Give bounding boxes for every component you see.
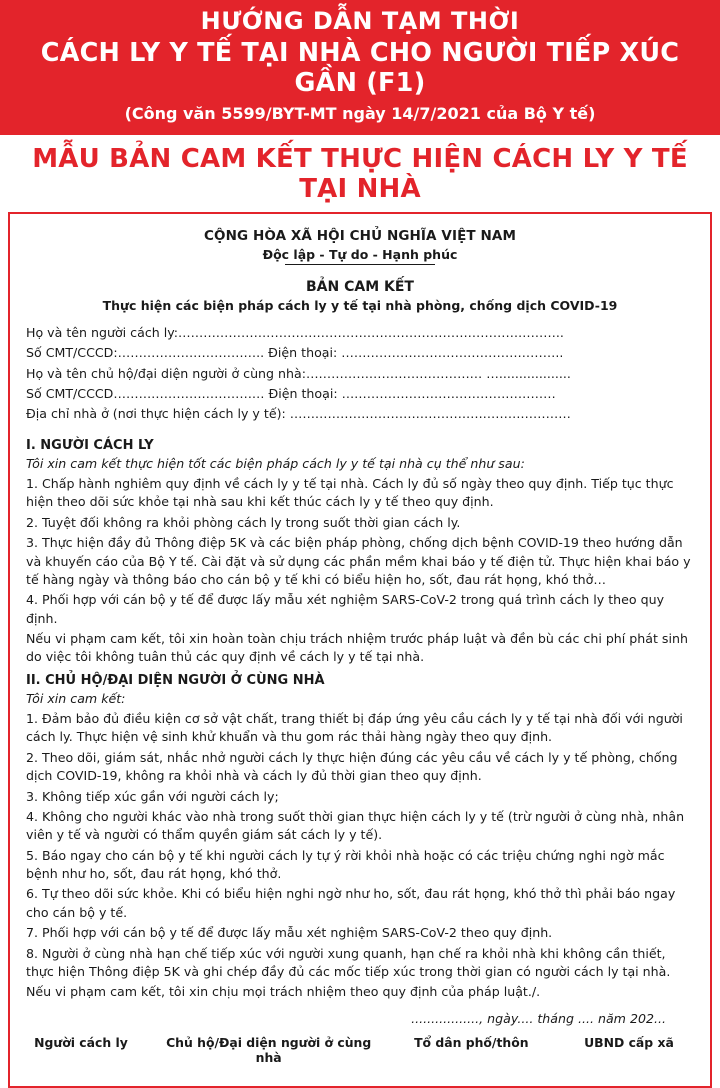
field-id-and-phone-isolated[interactable]: Số CMT/CCCD:…………………………….. Điện thoại: …………………………………………….. (26, 345, 564, 361)
national-heading: CỘNG HÒA XÃ HỘI CHỦ NGHĨA VIỆT NAM (204, 227, 516, 244)
section-1-item-3: 3. Thực hiện đầy đủ Thông điệp 5K và các biện pháp phòng, chống dịch bệnh COVID-19 theo hướng dẫn và khuyến cáo của Bộ Y tế. Cài đặt và sử dụng các phần mềm khai báo y tế điện tử. Thực hiện khai báo y tế hàng ngày và thông báo cho cán bộ y tế khi có biểu hiện ho, sốt, đau rát họng, khó thở… (26, 535, 691, 587)
document-title: MẪU BẢN CAM KẾT THỰC HIỆN CÁCH LY Y TẾ TẠI NHÀ (0, 135, 720, 212)
section-2-item-6: 6. Tự theo dõi sức khỏe. Khi có biểu hiện nghi ngờ như ho, sốt, đau rát họng, khó thở thì phải báo ngay cho cán bộ y tế. (26, 886, 676, 920)
section-2-item-4: 4. Không cho người khác vào nhà trong suốt thời gian thực hiện cách ly y tế (trừ người ở cùng nhà, nhân viên y tế và người có thẩm quyền giám sát cách ly y tế). (26, 808, 685, 843)
section-2-intro: Tôi xin cam kết: (26, 690, 126, 706)
signature-isolated-person[interactable]: Người cách ly (34, 1034, 128, 1050)
section-2-item-5: 5. Báo ngay cho cán bộ y tế khi người cách ly tự ý rời khỏi nhà hoặc có các triệu chứng nghi ngờ mắc bệnh như ho, sốt, đau rát họng, khó thở. (26, 847, 665, 882)
section-2-item-7: 7. Phối hợp với cán bộ y tế để được lấy mẫu xét nghiệm SARS-CoV-2 theo quy định. (26, 925, 553, 941)
commitment-subheading: Thực hiện các biện pháp cách ly y tế tại nhà phòng, chống dịch COVID-19 (102, 297, 618, 313)
header-subtitle-reference: (Công văn 5599/BYT-MT ngày 14/7/2021 của Bộ Y tế) (124, 103, 596, 123)
commitment-form-frame (8, 212, 712, 1088)
header-title-line2: CÁCH LY Y TẾ TẠI NHÀ CHO NGƯỜI TIẾP XÚC GẦN (F1) (40, 37, 680, 99)
field-householder-name[interactable]: Họ và tên chủ hộ/đại diện người ở cùng nhà:…………………………………… ….................. (26, 365, 571, 381)
header-title-line1: HƯỚNG DẪN TẠM THỜI (200, 7, 520, 35)
national-motto: Độc lập - Tự do - Hạnh phúc (262, 246, 458, 262)
form-fields (26, 323, 694, 425)
section-2-item-2: 2. Theo dõi, giám sát, nhắc nhở người cách ly thực hiện đúng các yêu cầu về cách ly y tế phòng, chống dịch COVID-19, không ra khỏi nhà và cách ly đủ thời gian theo quy định. (26, 749, 678, 784)
section-1-item-1: 1. Chấp hành nghiêm quy định về cách ly y tế tại nhà. Cách ly đủ số ngày theo quy định. Tiếp tục thực hiện theo dõi sức khỏe tại nhà sau khi kết thúc cách ly y tế theo quy định. (26, 476, 674, 510)
section-1-item-2: 2. Tuyệt đối không ra khỏi phòng cách ly trong suốt thời gian cách ly. (26, 514, 461, 530)
signature-neighborhood-group[interactable]: Tổ dân phố/thôn (414, 1034, 529, 1050)
section-1-heading: I. NGƯỜI CÁCH LY (26, 437, 154, 453)
section-1-violation-note: Nếu vi phạm cam kết, tôi xin hoàn toàn chịu trách nhiệm trước pháp luật và đền bù các chi phí phát sinh do việc tôi không tuân thủ các quy định về cách ly y tế tại nhà. (26, 631, 688, 665)
field-id-and-phone-householder[interactable]: Số CMT/CCCD……………………………… Điện thoại: …………………………………………… (26, 386, 556, 401)
signature-commune-committee[interactable]: UBND cấp xã (584, 1034, 674, 1050)
section-1-item-4: 4. Phối hợp với cán bộ y tế để được lấy mẫu xét nghiệm SARS-CoV-2 trong quá trình cách ly theo quy định. (26, 592, 665, 626)
section-2-item-1: 1. Đảm bảo đủ điều kiện cơ sở vật chất, trang thiết bị đáp ứng yêu cầu cách ly y tế tại nhà đối với người cách ly. Thực hiện vệ sinh khử khuẩn và thu gom rác thải hàng ngày theo quy định. (26, 711, 683, 745)
section-2-item-8: 8. Người ở cùng nhà hạn chế tiếp xúc với người xung quanh, hạn chế ra khỏi nhà khi không cần thiết, thực hiện Thông điệp 5K và ghi chép đầy đủ các mốc tiếp xúc trong thời gian có người cách ly tại nhà. (26, 945, 671, 979)
field-home-address[interactable]: Địa chỉ nhà ở (nơi thực hiện cách ly y tế): ……………………………………….………………… (26, 406, 571, 422)
field-name-of-isolated-person[interactable]: Họ và tên người cách ly:……………………………………………………………………………….. (26, 324, 564, 340)
section-1-intro: Tôi xin cam kết thực hiện tốt các biện pháp cách ly y tế tại nhà cụ thể như sau: (26, 455, 525, 471)
commitment-heading: BẢN CAM KẾT (306, 278, 414, 295)
header-banner (0, 0, 720, 135)
signature-householder[interactable]: Chủ hộ/Đại diện người ở cùng nhà (166, 1034, 372, 1065)
motto-divider (285, 264, 435, 265)
signature-date-line[interactable]: ................., ngày.... tháng .... năm 202... (411, 1010, 666, 1026)
section-2-item-3: 3. Không tiếp xúc gần với người cách ly; (26, 788, 279, 804)
section-2-violation-note: Nếu vi phạm cam kết, tôi xin chịu mọi trách nhiệm theo quy định của pháp luật./. (26, 984, 541, 1000)
section-2-heading: II. CHỦ HỘ/ĐẠI DIỆN NGƯỜI Ở CÙNG NHÀ (26, 672, 325, 688)
